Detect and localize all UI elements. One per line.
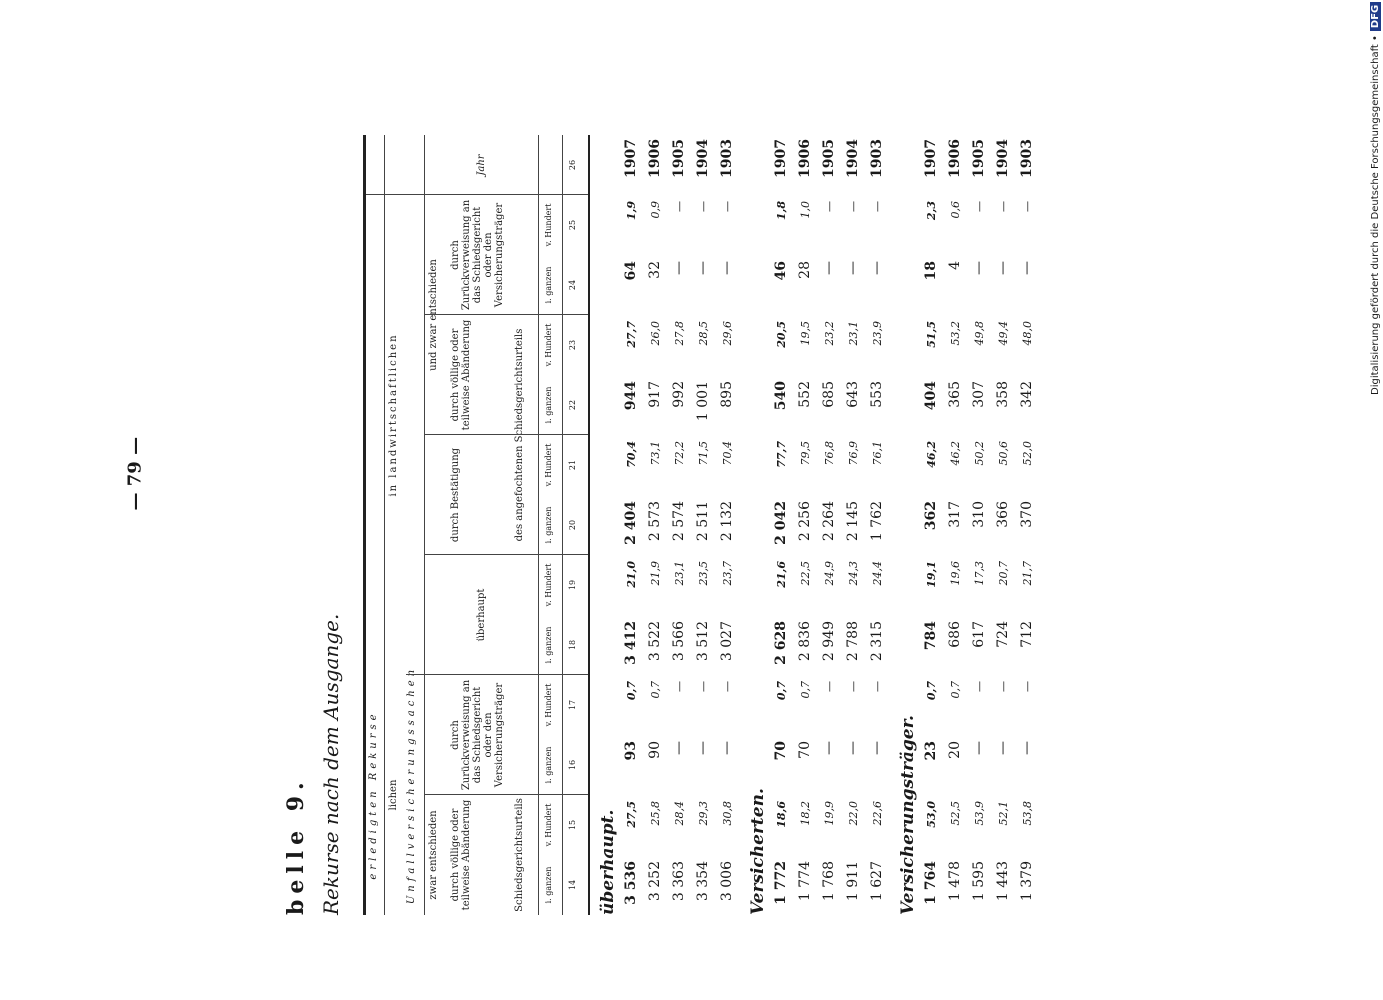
table-cell: 2 256 — [797, 501, 813, 542]
table-cell: 53,8 — [1021, 801, 1034, 826]
table-cell: 19,1 — [925, 561, 938, 588]
table-cell: 362 — [923, 501, 939, 531]
table-cell: 53,0 — [925, 801, 938, 828]
table-cell: 23,1 — [673, 561, 686, 586]
table-cell: 18,6 — [775, 801, 788, 828]
section-title: Versicherten. — [748, 788, 768, 915]
table-cell: 24,4 — [871, 561, 884, 586]
table-cell: 52,5 — [949, 801, 962, 826]
dfg-logo: DFG — [1370, 2, 1381, 31]
sub-18: i. ganzen — [544, 626, 553, 664]
table-cell: 1 595 — [971, 861, 987, 902]
table-row — [644, 135, 668, 915]
table-cell: 358 — [995, 381, 1011, 408]
table-cell: 1907 — [773, 139, 789, 178]
sub-17: v. Hundert — [544, 683, 553, 727]
header-abaenderung-2: durch völlige oder teilweise Abänderung — [450, 319, 472, 431]
table-cell: 19,9 — [823, 801, 836, 826]
sub-20: i. ganzen — [544, 506, 553, 544]
table-cell: 1,9 — [625, 201, 638, 221]
table-cell: 76,8 — [823, 441, 836, 466]
sub-24: i. ganzen — [544, 266, 553, 304]
table-cell: 617 — [971, 621, 987, 648]
table-cell: 685 — [821, 381, 837, 408]
table-cell: 3 363 — [671, 861, 687, 902]
table-cell: 4 — [947, 261, 963, 270]
table-cell: 0,6 — [949, 201, 962, 219]
table-cell: — — [673, 201, 686, 212]
table-cell: 27,7 — [625, 321, 638, 348]
table-cell: — — [823, 681, 836, 692]
table-cell: 22,5 — [799, 561, 812, 586]
page-number: — 79 — — [124, 436, 146, 511]
table-cell: 76,1 — [871, 441, 884, 466]
table-cell: 1 001 — [695, 381, 711, 422]
table-row — [770, 135, 794, 915]
table-cell: 2 264 — [821, 501, 837, 542]
table-cell: 1904 — [695, 139, 711, 178]
table-cell: — — [821, 741, 837, 755]
table-row — [716, 135, 740, 915]
table-cell: — — [1021, 681, 1034, 692]
table-cell: 3 006 — [719, 861, 735, 902]
table-cell: 370 — [1019, 501, 1035, 528]
table-row — [668, 135, 692, 915]
table-row — [794, 135, 818, 915]
table-cell: 365 — [947, 381, 963, 408]
table-cell: 21,0 — [625, 561, 638, 588]
table-cell: 50,6 — [997, 441, 1010, 466]
table-cell: 2 042 — [773, 501, 789, 545]
table-cell: 70,4 — [721, 441, 734, 466]
table-cell: — — [695, 261, 711, 275]
table-row — [920, 135, 944, 915]
table-cell: 24,9 — [823, 561, 836, 586]
table-cell: — — [845, 741, 861, 755]
table-cell: 1 379 — [1019, 861, 1035, 902]
table-cell: 2 573 — [647, 501, 663, 542]
table-cell: 1904 — [845, 139, 861, 178]
table-cell: 77,7 — [775, 441, 788, 468]
table-cell: 53,9 — [973, 801, 986, 826]
table-cell: — — [719, 261, 735, 275]
table-header — [363, 135, 590, 915]
table-cell: 404 — [923, 381, 939, 411]
header-zwar-left: zwar entschieden — [428, 810, 439, 900]
table-row — [968, 135, 992, 915]
table-cell: — — [697, 681, 710, 692]
table-cell: — — [671, 261, 687, 275]
section-title: Versicherungsträger. — [898, 715, 918, 915]
table-cell: 49,4 — [997, 321, 1010, 346]
table-section — [596, 135, 740, 915]
table-cell: — — [847, 201, 860, 212]
table-cell: 52,0 — [1021, 441, 1034, 466]
table-cell: 19,6 — [949, 561, 962, 586]
table-row — [818, 135, 842, 915]
digitization-credit — [1370, 2, 1381, 395]
table-cell: 28 — [797, 261, 813, 279]
table-cell: 2 949 — [821, 621, 837, 662]
table-cell: 27,5 — [625, 801, 638, 828]
header-zurueck-1: durch Zurückverweisung an das Schiedsgericht oder den Versicherungsträger — [450, 679, 505, 791]
table-row — [692, 135, 716, 915]
table-cell: 944 — [623, 381, 639, 411]
table-cell: 1,8 — [775, 201, 788, 221]
table-cell: 2 628 — [773, 621, 789, 665]
table-cell: 70 — [773, 741, 789, 761]
header-ueberhaupt: überhaupt — [476, 588, 487, 642]
table-cell: — — [673, 681, 686, 692]
colnum-14: 14 — [568, 879, 577, 891]
colnum-19: 19 — [568, 579, 577, 591]
table-cell: 23,7 — [721, 561, 734, 586]
header-zwar-right: und zwar entschieden — [428, 259, 439, 371]
colnum-16: 16 — [568, 759, 577, 771]
table-title: belle 9. — [283, 776, 309, 915]
table-cell: — — [719, 741, 735, 755]
table-cell: — — [695, 741, 711, 755]
colnum-20: 20 — [568, 519, 577, 531]
table-cell: — — [697, 201, 710, 212]
sub-21: v. Hundert — [544, 443, 553, 487]
header-lichen: lichen — [388, 779, 399, 811]
table-cell: 2,3 — [925, 201, 938, 221]
table-cell: — — [847, 681, 860, 692]
table-row — [1016, 135, 1040, 915]
table-cell: 895 — [719, 381, 735, 408]
table-cell: 27,8 — [673, 321, 686, 346]
sub-25: v. Hundert — [544, 203, 553, 247]
table-cell: 2 836 — [797, 621, 813, 662]
table-cell: 366 — [995, 501, 1011, 528]
table-cell: 1906 — [947, 139, 963, 178]
table-cell: 30,8 — [721, 801, 734, 826]
table-cell: — — [1021, 201, 1034, 212]
table-cell: 3 522 — [647, 621, 663, 662]
table-cell: 93 — [623, 741, 639, 761]
table-cell: 50,2 — [973, 441, 986, 466]
colnum-18: 18 — [568, 639, 577, 651]
table-cell: 1 478 — [947, 861, 963, 902]
table-cell: 28,5 — [697, 321, 710, 346]
table-cell: — — [721, 201, 734, 212]
table-cell: 1905 — [971, 139, 987, 178]
table-cell: — — [997, 681, 1010, 692]
rotated-table-page — [275, 95, 1035, 955]
table-cell: 3 252 — [647, 861, 663, 902]
table-cell: 21,7 — [1021, 561, 1034, 586]
header-bestaetigung: durch Bestätigung — [450, 447, 461, 543]
table-cell: 21,9 — [649, 561, 662, 586]
table-cell: 64 — [623, 261, 639, 281]
table-row — [842, 135, 866, 915]
table-cell: 46,2 — [925, 441, 938, 468]
sub-15: v. Hundert — [544, 803, 553, 847]
table-cell: — — [995, 741, 1011, 755]
table-section — [746, 135, 890, 915]
table-cell: 342 — [1019, 381, 1035, 408]
table-cell: 20 — [947, 741, 963, 759]
table-cell: 90 — [647, 741, 663, 759]
table-cell: 76,9 — [847, 441, 860, 466]
header-zurueck-2: durch Zurückverweisung an das Schiedsgericht oder den Versicherungsträger — [450, 199, 505, 311]
table-cell: 53,2 — [949, 321, 962, 346]
header-unfall: Unfallversicherungssachen — [406, 665, 417, 905]
table-cell: 29,3 — [697, 801, 710, 826]
table-cell: 79,5 — [799, 441, 812, 466]
colnum-23: 23 — [568, 339, 577, 351]
table-cell: 1903 — [869, 139, 885, 178]
table-cell: 317 — [947, 501, 963, 528]
table-cell: 70,4 — [625, 441, 638, 468]
table-cell: 28,4 — [673, 801, 686, 826]
table-cell: — — [973, 681, 986, 692]
table-row — [620, 135, 644, 915]
table-cell: 25,8 — [649, 801, 662, 826]
table-cell: 3 412 — [623, 621, 639, 665]
table-cell: 1907 — [923, 139, 939, 178]
colnum-24: 24 — [568, 279, 577, 291]
table-cell: 917 — [647, 381, 663, 408]
table-cell: 22,6 — [871, 801, 884, 826]
table-cell: 70 — [797, 741, 813, 759]
table-cell: 1 911 — [845, 861, 861, 902]
table-row — [866, 135, 890, 915]
table-cell: 1 443 — [995, 861, 1011, 902]
table-cell: 2 145 — [845, 501, 861, 542]
header-top: erledigten Rekurse — [368, 710, 379, 880]
colnum-17: 17 — [568, 699, 577, 711]
table-cell: 26,0 — [649, 321, 662, 346]
sub-19: v. Hundert — [544, 563, 553, 607]
table-cell: — — [973, 201, 986, 212]
table-cell: — — [1019, 741, 1035, 755]
table-body — [596, 135, 1040, 915]
table-cell: 1 764 — [923, 861, 939, 905]
table-cell: 3 354 — [695, 861, 711, 902]
table-cell: 310 — [971, 501, 987, 528]
header-angefochtenen: des angefochtenen Schiedsgerichtsurteils — [514, 328, 525, 542]
table-cell: 23,9 — [871, 321, 884, 346]
table-cell: 1 772 — [773, 861, 789, 905]
table-row — [992, 135, 1016, 915]
table-cell: 1 768 — [821, 861, 837, 902]
table-cell: 0,7 — [625, 681, 638, 701]
table-cell: 1904 — [995, 139, 1011, 178]
table-cell: 1,0 — [799, 201, 812, 219]
table-cell: 540 — [773, 381, 789, 411]
table-cell: 2 404 — [623, 501, 639, 545]
credit-text: Digitalisierung gefördert durch die Deutsche Forschungsgemeinschaft • — [1370, 35, 1381, 395]
table-cell: 1906 — [797, 139, 813, 178]
table-cell: 712 — [1019, 621, 1035, 648]
table-cell: 3 536 — [623, 861, 639, 905]
table-cell: 1907 — [623, 139, 639, 178]
table-cell: 18 — [923, 261, 939, 281]
table-cell: 0,7 — [649, 681, 662, 699]
table-cell: 23,2 — [823, 321, 836, 346]
header-abaenderung-1: durch völlige oder teilweise Abänderung — [450, 799, 472, 911]
table-cell: 2 788 — [845, 621, 861, 662]
table-cell: 2 315 — [869, 621, 885, 662]
colnum-15: 15 — [568, 819, 577, 831]
table-cell: 552 — [797, 381, 813, 408]
table-cell: 29,6 — [721, 321, 734, 346]
table-cell: — — [971, 741, 987, 755]
table-cell: 20,5 — [775, 321, 788, 348]
table-cell: 307 — [971, 381, 987, 408]
table-cell: 2 132 — [719, 501, 735, 542]
table-cell: — — [995, 261, 1011, 275]
table-cell: — — [823, 201, 836, 212]
table-cell: — — [1019, 261, 1035, 275]
sub-22: i. ganzen — [544, 386, 553, 424]
table-cell: 2 574 — [671, 501, 687, 542]
table-cell: 1903 — [1019, 139, 1035, 178]
table-cell: 52,1 — [997, 801, 1010, 826]
colnum-26: 26 — [568, 159, 577, 171]
header-schied-urteil: Schiedsgerichtsurteils — [514, 798, 525, 912]
table-cell: 51,5 — [925, 321, 938, 348]
table-cell: 643 — [845, 381, 861, 408]
table-cell: — — [821, 261, 837, 275]
table-cell: — — [971, 261, 987, 275]
data-table — [363, 135, 1040, 915]
table-cell: — — [671, 741, 687, 755]
table-cell: 1 762 — [869, 501, 885, 542]
table-cell: 3 566 — [671, 621, 687, 662]
colnum-21: 21 — [568, 459, 577, 471]
sub-14: i. ganzen — [544, 866, 553, 904]
table-cell: — — [871, 201, 884, 212]
table-cell: 724 — [995, 621, 1011, 648]
table-cell: — — [869, 741, 885, 755]
sub-16: i. ganzen — [544, 746, 553, 784]
header-land: in landwirtschaftlichen — [388, 333, 399, 497]
table-cell: 1906 — [647, 139, 663, 178]
table-section — [896, 135, 1040, 915]
table-cell: 46 — [773, 261, 789, 281]
table-cell: 48,0 — [1021, 321, 1034, 346]
table-cell: 3 512 — [695, 621, 711, 662]
table-cell: 553 — [869, 381, 885, 408]
table-cell: 0,7 — [925, 681, 938, 701]
header-jahr: Jahr — [476, 154, 487, 176]
table-cell: 784 — [923, 621, 939, 651]
table-cell: 686 — [947, 621, 963, 648]
table-cell: 0,7 — [775, 681, 788, 701]
table-cell: 24,3 — [847, 561, 860, 586]
colnum-22: 22 — [568, 399, 577, 411]
table-cell: 1905 — [821, 139, 837, 178]
table-cell: 18,2 — [799, 801, 812, 826]
table-cell: 72,2 — [673, 441, 686, 466]
table-cell: — — [871, 681, 884, 692]
table-cell: 71,5 — [697, 441, 710, 466]
table-cell: 20,7 — [997, 561, 1010, 586]
table-cell: 2 511 — [695, 501, 711, 542]
table-cell: 0,7 — [799, 681, 812, 699]
table-cell: 0,7 — [949, 681, 962, 699]
table-cell: 3 027 — [719, 621, 735, 662]
table-cell: 32 — [647, 261, 663, 279]
sub-23: v. Hundert — [544, 323, 553, 367]
table-cell: 0,9 — [649, 201, 662, 219]
table-cell: 17,3 — [973, 561, 986, 586]
table-cell: 23,1 — [847, 321, 860, 346]
table-cell: — — [997, 201, 1010, 212]
table-cell: 19,5 — [799, 321, 812, 346]
table-cell: 73,1 — [649, 441, 662, 466]
table-cell: 1 774 — [797, 861, 813, 902]
table-cell: 49,8 — [973, 321, 986, 346]
table-cell: 23 — [923, 741, 939, 761]
table-cell: 1905 — [671, 139, 687, 178]
table-cell: 1903 — [719, 139, 735, 178]
table-cell: 46,2 — [949, 441, 962, 466]
table-cell: — — [721, 681, 734, 692]
colnum-25: 25 — [568, 219, 577, 231]
table-row — [944, 135, 968, 915]
table-cell: 22,0 — [847, 801, 860, 826]
table-subtitle: Rekurse nach dem Ausgange. — [319, 613, 343, 915]
table-cell: 992 — [671, 381, 687, 408]
table-cell: 1 627 — [869, 861, 885, 902]
table-cell: — — [845, 261, 861, 275]
table-cell: — — [869, 261, 885, 275]
table-cell: 21,6 — [775, 561, 788, 588]
section-title: überhaupt. — [598, 809, 618, 915]
table-cell: 23,5 — [697, 561, 710, 586]
